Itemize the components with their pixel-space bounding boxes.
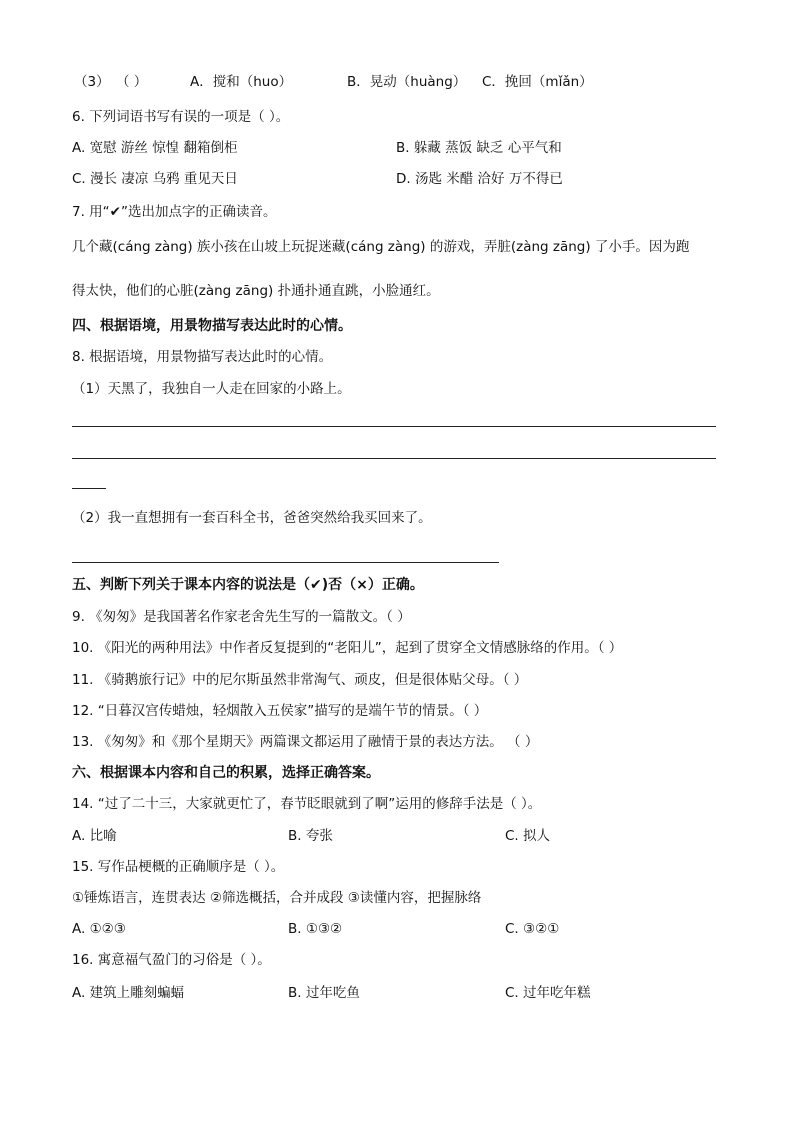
q5-3-option-b: B．晃动（huàng） <box>347 74 467 90</box>
q11: 11. 《骑鹅旅行记》中的尼尔斯虽然非常淘气、顽皮，但是很体贴父母。（ ） <box>72 672 528 688</box>
q10: 10. 《阳光的两种用法》中作者反复提到的“老阳儿”，起到了贯穿全文情感脉络的作用。（ ） <box>72 640 623 656</box>
q6-stem: 6. 下列词语书写有误的一项是（ ）。 <box>72 109 290 125</box>
q15-stem: 15. 写作品梗概的正确顺序是（ ）。 <box>72 859 285 875</box>
q5-3-option-c: C．挽回（mǐǎn） <box>482 74 593 90</box>
q16-option-b: B. 过年吃鱼 <box>288 985 360 1001</box>
q8-1-answer-line-3[interactable] <box>72 488 106 489</box>
q8-2-prompt: （2）我一直想拥有一套百科全书，爸爸突然给我买回来了。 <box>72 510 432 526</box>
q7-passage-line-1: 几个藏(cáng zàng) 族小孩在山坡上玩捉迷藏(cáng zàng) 的游戏，弄脏(zàng zāng) 了小手。因为跑 <box>72 239 690 255</box>
q15-items: ①锤炼语言，连贯表达 ②筛选概括，合并成段 ③读懂内容，把握脉络 <box>72 890 482 906</box>
q6-option-a: A. 宽慰 游丝 惊惶 翻箱倒柜 <box>72 140 238 156</box>
q14-stem: 14. “过了二十三，大家就更忙了，春节眨眼就到了啊”运用的修辞手法是（ ）。 <box>72 796 542 812</box>
q6-option-b: B. 躲藏 蒸饭 缺乏 心平气和 <box>396 140 562 156</box>
q8-1-answer-line-1[interactable] <box>72 426 716 427</box>
q15-option-a: A. ①②③ <box>72 921 126 937</box>
q5-3-answer-blank[interactable]: （ ） <box>116 74 148 90</box>
q16-stem: 16. 寓意福气盈门的习俗是（ ）。 <box>72 952 271 968</box>
q5-3-number: （3） <box>74 74 110 90</box>
q7-passage-line-2: 得太快，他们的心脏(zàng zāng) 扑通扑通直跳，小脸通红。 <box>72 283 440 299</box>
q6-option-c: C. 漫长 凄凉 乌鸦 重见天日 <box>72 171 238 187</box>
q12: 12. “日暮汉宫传蜡烛，轻烟散入五侯家”描写的是端午节的情景。（ ） <box>72 703 488 719</box>
q9: 9. 《匆匆》是我国著名作家老舍先生写的一篇散文。（ ） <box>72 609 411 625</box>
q8-2-answer-line[interactable] <box>72 562 499 563</box>
section-4-heading: 四、根据语境，用景物描写表达此时的心情。 <box>72 318 352 334</box>
q14-option-c: C. 拟人 <box>505 828 551 844</box>
q14-option-b: B. 夸张 <box>288 828 333 844</box>
q6-option-d: D. 汤匙 米醋 洽好 万不得已 <box>396 171 563 187</box>
q7-stem: 7. 用“✔”选出加点字的正确读音。 <box>72 204 277 220</box>
q8-1-prompt: （1）天黑了，我独自一人走在回家的小路上。 <box>72 381 351 397</box>
q15-option-c: C. ③②① <box>505 921 560 937</box>
q8-1-answer-line-2[interactable] <box>72 458 716 459</box>
section-5-heading: 五、判断下列关于课本内容的说法是（✔)否（×）正确。 <box>72 577 424 593</box>
section-6-heading: 六、根据课本内容和自己的积累，选择正确答案。 <box>72 765 380 781</box>
q14-option-a: A. 比喻 <box>72 828 117 844</box>
q13: 13. 《匆匆》和《那个星期天》两篇课文都运用了融情于景的表达方法。 （ ） <box>72 734 539 750</box>
q5-3-option-a: A．搅和（huo） <box>190 74 293 90</box>
q8-stem: 8. 根据语境，用景物描写表达此时的心情。 <box>72 349 333 365</box>
q16-option-a: A. 建筑上雕刻蝙蝠 <box>72 985 185 1001</box>
q16-option-c: C. 过年吃年糕 <box>505 985 591 1001</box>
q15-option-b: B. ①③② <box>288 921 343 937</box>
